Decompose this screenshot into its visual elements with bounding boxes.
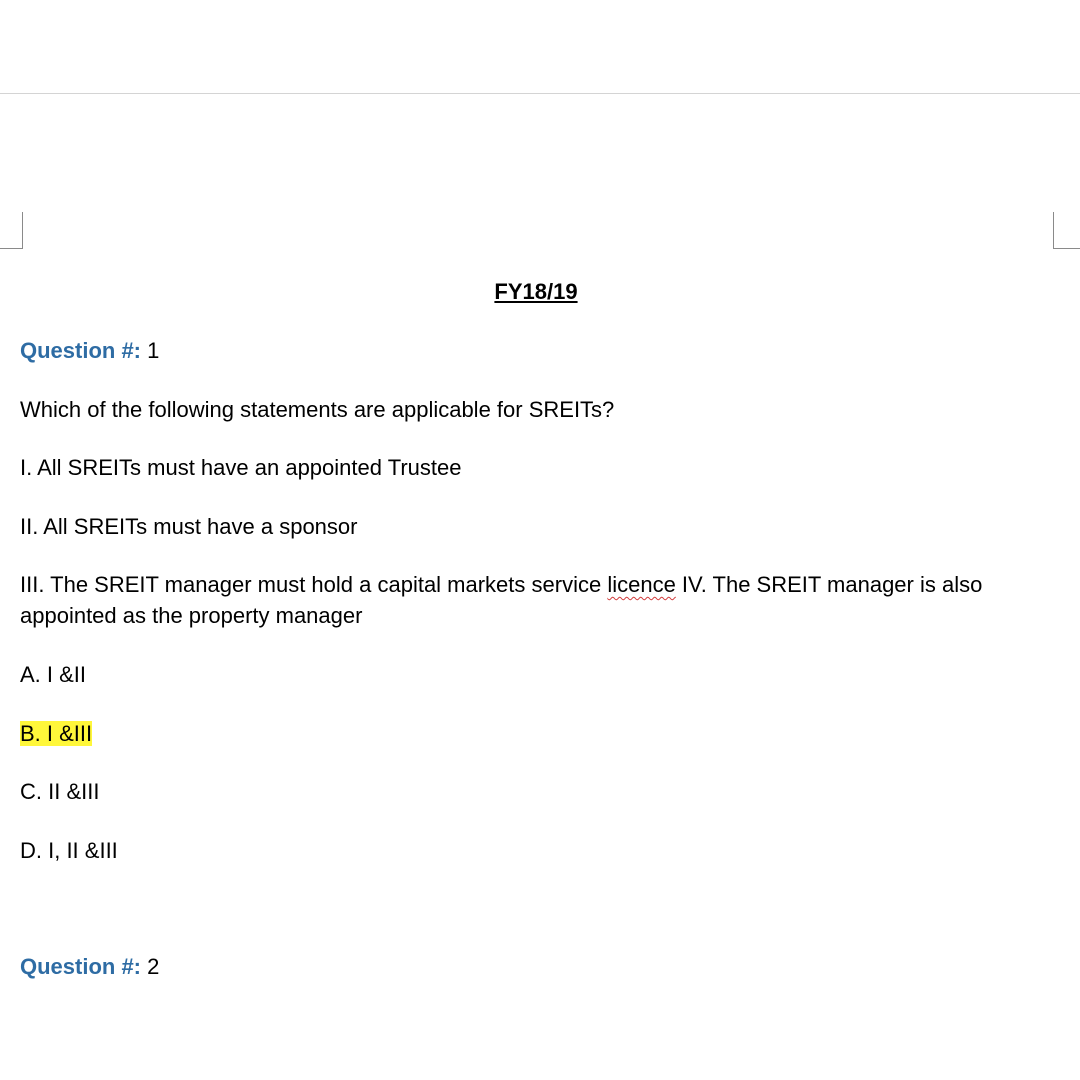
question-2-number: 2 bbox=[141, 954, 160, 979]
margin-corner-mark-left bbox=[0, 212, 23, 249]
statement-3-text-start: III. The SREIT manager must hold a capital markets service bbox=[20, 572, 608, 597]
document-title: FY18/19 bbox=[494, 279, 578, 304]
option-c: C. II &III bbox=[20, 779, 100, 804]
statement-3-4 bbox=[20, 569, 1060, 631]
question-1-heading bbox=[20, 335, 159, 366]
statement-2: II. All SREITs must have a sponsor bbox=[20, 514, 358, 539]
page-divider bbox=[0, 93, 1080, 94]
question-1-number: 1 bbox=[141, 338, 160, 363]
question-1-prompt: Which of the following statements are applicable for SREITs? bbox=[20, 397, 615, 422]
question-1-label: Question #: bbox=[20, 338, 142, 363]
question-2-heading bbox=[20, 951, 159, 982]
statement-1: I. All SREITs must have an appointed Trustee bbox=[20, 455, 462, 480]
spellcheck-flagged-word[interactable]: licence bbox=[607, 572, 676, 597]
option-b bbox=[20, 718, 92, 749]
option-d: D. I, II &III bbox=[20, 838, 118, 863]
margin-corner-mark-right bbox=[1053, 212, 1080, 249]
statement-3-text-end: IV. The SREIT manager is also appointed as the property manager bbox=[20, 572, 983, 628]
option-b-highlighted-answer: B. I &III bbox=[20, 721, 93, 746]
question-2-label: Question #: bbox=[20, 954, 142, 979]
option-a: A. I &II bbox=[20, 662, 87, 687]
